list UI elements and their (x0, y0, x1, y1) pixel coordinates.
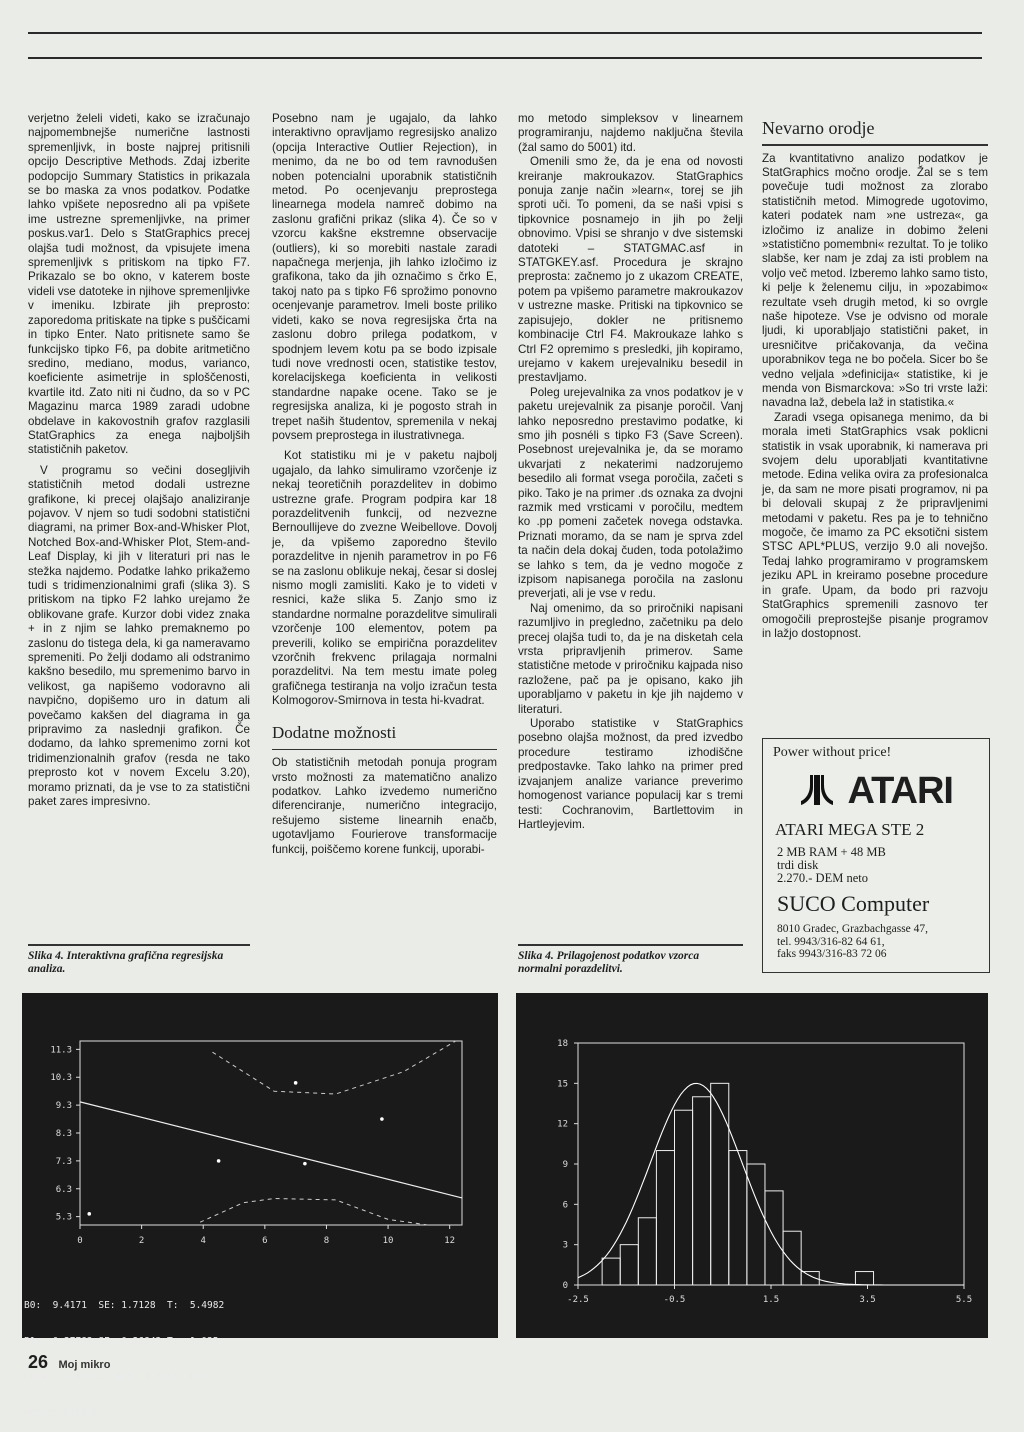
y-tick-label: 3 (562, 1240, 568, 1251)
normal-fit-curve (578, 1083, 964, 1285)
ad-address (777, 923, 979, 961)
paragraph: Omenili smo že, da je ena od novosti kreiranje makroukazov. StatGraphics ponuja zanje način »learn«, torej se jih sproti uči. To pomeni, da se naši vpisi s tipkovnice posnamejo in jih po želji obnovimo. Vpisi se shranjo v dve sistemski datoteki – STATGMAC.asf in STATGKEY.asf. Procedura je skrajno preprosta: začnemo jo z ukazom CREATE, potem pa vpišemo parametre makroukazov v ustrezne maske. Pritiski na tipkovnico se zapisujejo, dokler ne pritisnemo kombinacije Ctrl F4. Makroukaze lahko s Ctrl F2 opremimo s presledki, jih kopiramo, urejamo v kakem urejevalniku besedil in prestavljamo. (518, 155, 743, 385)
y-tick-label: 8.3 (55, 1129, 72, 1139)
x-tick-label: 4 (200, 1236, 206, 1246)
histogram-bar (729, 1151, 747, 1285)
ad-company: SUCO Computer (777, 891, 930, 916)
heading-rule (272, 749, 497, 751)
heading-rule (762, 144, 988, 146)
x-tick-label: 8 (323, 1236, 330, 1246)
readout-line: B0: 9.4171 SE: 1.7128 T: 5.4982 (24, 1300, 225, 1311)
paragraph: Ob statističnih metodah ponuja program vrsto možnosti za matematično analizo podatkov. Lahko izvedemo numerično diferenciranje, numerično integracijo, rešujemo sisteme linearnih enačb, ugotavljamo Fourierove transformacije funkcij, poiščemo korene funkcij, uporabi- (272, 756, 497, 856)
paragraph: V programu so večini dosegljivih statističnih metod dodali ustrezne grafikone, ki precej olajšajo analiziranje pojavov. V njem so tudi sodobni statistični diagrami, na primer Box-and-Whisker Plot, Notched Box-and-Whisker Plot, Stem-and-Leaf Display, ki jih v literaturi pri nas le stežka najdemo. Podatke lahko prikažemo tudi s tridimenzionalnimi grafi (slika 3). S pritiskom na tipko F2 lahko urejamo že oblikovane grafe. Kurzor dobi videz znaka + in z njim se lahko premaknemo po zaslonu do tistega dela, ki ga nameravamo spremeniti. Po želji dodamo ali odstranimo kakšno besedilo, mu spremenimo barvo in velikost, ga napišemo vodoravno ali navpično, dopišemo uro in datum ali povečamo kakšen del diagrama in ga pripravimo za naslednji grafikon. Če dodamo, da lahko spremenimo zorni kot tridimenzionalnih grafov (resda ne tako preprosto kot v novem Excelu 3.20), moramo priznati, da je vse to za statistični paket zares impresivno. (28, 463, 250, 809)
article-column-1 (28, 112, 250, 810)
data-point (294, 1081, 298, 1085)
paragraph: Za kvantitativno analizo podatkov je StatGraphics močno orodje. Žal se s tem povečuje tudi možnost za zlorabo statističnih metod. Mimogrede ugotovimo, kateri podatek nam »ne ustreza«, ga izločimo iz analize in dobimo želeni »statistično pomembni« rezultat. To je toliko slabše, ker nam je zdaj za isti problem na voljo več metod. Izberemo lahko samo tisto, ki pelje k želenemu cilju, in »pozabimo« rezultate vseh drugih metod, ki so ovrgle naše hipoteze. Vse je odvisno od morale ljudi, ki uporabljajo statistični paket, in uresničitve pričakovanja, da večina uporabnikov tega ne bo počela. Sicer bo še vedno veljala »definicija« statistike, ki je menda von Bismarckova: »So tri vrste laži: navadna laž, debela laž in statistika.« (762, 151, 988, 410)
magazine-name: Moj mikro (58, 1359, 111, 1371)
y-tick-label: 9.3 (55, 1101, 72, 1112)
y-tick-label: 0 (562, 1281, 568, 1291)
data-point (217, 1159, 221, 1163)
ad-spec-line: 2 MB RAM + 48 MB (777, 845, 886, 859)
caption-normal-fit: Slika 4. Prilagojenost podatkov vzorca normalni porazdelitvi. (518, 950, 700, 975)
page-number: 26 (28, 1352, 49, 1372)
section-heading-dodatne: Dodatne možnosti (272, 722, 397, 742)
atari-logo (763, 771, 989, 812)
y-tick-label: 7.3 (55, 1156, 72, 1167)
ad-spec (777, 846, 979, 885)
paragraph: Zaradi vsega opisanega menimo, da bi morala imeti StatGraphics vsak poklicni statistik in vsak uporabnik, ki namerava pri svojem delu uporabljati kvantitativne metode. Edina velika ovira za profesionalca je, da sam ne more pisati programov, ni pa bi delovali skupaj z že pripravljenimi metodami v paketu. Res pa je to tehnično mogoče, če imamo za PC eksotični sistem STSC APL*PLUS, verzijo 9.0 ali novejšo. Tedaj lahko programiramo v programskem jeziku APL in kreiramo posebne procedure in grafe. Upam, da bodo pri razvoju StatGraphics spremenili zasnovo ter omogočili preprostejše pisanje programov in lažjo dostopnost. (762, 410, 988, 640)
x-tick-label: 12 (444, 1236, 456, 1246)
paragraph: Posebno nam je ugajalo, da lahko interaktivno opravljamo regresijsko analizo (opcija Interactive Outlier Rejection), in menimo, da ne bo od tem ravnodušen noben potencialni uporabnik statističnih metod. Po ocenjevanju preprostega linearnega modela namreč dobimo na zaslonu grafični prikaz (slika 4). Če so v vzorcu kakšne ekstremne observacije (outliers), ki so morebiti nastale zaradi napačnega merjenja, jih lahko izločimo iz grafikona, tako da jih označimo s črko E, takoj nato pa s tipko F6 sprožimo ponovno ocenjevanje parametrov. Imeli boste priliko videti, kako se nova regresijska črta na zaslonu dobro prilega podatkom, v spodnjem levem kotu pa se bodo izpisale tudi nove vrednosti ocen, statistike testov, korelacijskega koeficienta in velikosti standardne napake ocene. Tako se je regresijska analiza, ki je pogosto strah in trepet naših študentov, spremenila v nekaj povsem preprostega in ilustrativnega. (272, 112, 497, 442)
x-tick-label: 6 (262, 1236, 268, 1246)
x-tick-label: 0 (77, 1236, 83, 1246)
x-tick-label: 2 (138, 1236, 145, 1246)
ad-address-line: 8010 Gradec, Grazbachgasse 47, (777, 923, 929, 935)
ad-model: ATARI MEGA STE 2 (775, 820, 925, 839)
ad-address-line: faks 9943/316-83 72 06 (777, 948, 887, 960)
article-column-2 (272, 112, 497, 857)
y-tick-label: 10.3 (50, 1073, 72, 1084)
y-tick-label: 6 (562, 1200, 568, 1211)
atari-advertisement (762, 738, 990, 973)
histogram-bar (620, 1245, 638, 1285)
paragraph: Poleg urejevalnika za vnos podatkov je v paketu urejevalnik za pisanje poročil. Vanj lahko neposredno prestavimo podatke, ki smo jih posnéli s tipko F3 (Save Screen). Posebnost urejevalnika je, da se moramo ukvarjati z nekaterimi nadzorujemo besedilo ali format vsega poročila, začeti s piko. Tako je na primer .ds oznaka za dvojni razmik med vrsticami v poročilu, medtem ko .pp pomeni začetek novega odstavka. Priznati moramo, da se nam je sprva zdel ta način dela dokaj čuden, toda potolažimo se lahko s tem, da je vedno mogoče z izpisom napisanega poročila na zaslonu preverjati, ali je vse v redu. (518, 385, 743, 601)
paragraph: verjetno želeli videti, kako se izračunajo najpomembnejše numerične lastnosti spremenljivk, in boste najprej pritisnili opcijo Descriptive Methods. Zdaj izberite podopcijo Summary Statistics in prikazala se bo maska za vnos podatkov. Podatke lahko vpišete neposredno ali pa vpišete ime ustrezne spremenljivke, na primer poskus.var1. Delo s StatGraphics precej olajša tudi možnost, da vpisujete imena spremenljivk s pritiskom na tipko F7. Prikazalo se bo okno, v katerem boste videli vse datoteke in njihove spremenljivke v imeniku. Izbirate jih preprosto: zaporedoma pritiskate na tipke s puščicami in tipko Enter. Nato pritisnete samo še funkcijsko tipko F6, pa dobite aritmetično sredino, mediano, modus, varianco, koeficiente asimetrije in sploščenosti, kvartile itd. Zato niti ni čudno, da so v PC Magazinu marca 1989 zaradi udobne obdelave in kakovostnih grafov razglasili StatGraphics za enega najboljših statističnih paketov. (28, 112, 250, 457)
x-tick-label: -0.5 (663, 1295, 686, 1305)
page-footer (28, 1352, 110, 1373)
ad-slogan: Power without price! (773, 745, 892, 760)
readout-line: B1: -0.27783 SE: 0.26843 T: -1.035 (24, 1336, 219, 1347)
atari-fuji-icon (799, 773, 843, 811)
x-tick-label: 10 (382, 1236, 394, 1246)
y-tick-label: 18 (557, 1039, 568, 1049)
y-tick-label: 6.3 (55, 1184, 72, 1195)
paragraph: mo metodo simpleksov v linearnem programiranju, najdemo naključna števila (žal samo do 5001) itd. (518, 112, 743, 154)
header-rule (28, 57, 982, 59)
y-tick-label: 15 (557, 1079, 568, 1090)
paragraph: Naj omenimo, da so priročniki napisani razumljivo in pregledno, začetniku pa delo precej olajša tudi to, da je na disketah cela vrsta pripravljenih primerov. Same statistične metode v priročniku kajpada niso razložene, pač pa je opisano, kako jih uporabljamo v paketu in kje jih najdemo v literaturi. (518, 601, 743, 716)
caption-rule (28, 944, 250, 946)
histogram-bar (638, 1218, 656, 1285)
caption-rule (518, 944, 743, 946)
readout-line: CORR: -0.42006 MSE: 4.3061 DF: 5 (24, 1372, 219, 1383)
histogram-screenshot (516, 993, 988, 1338)
y-tick-label: 12 (557, 1119, 568, 1130)
readout-line: POINTS DELETED: (24, 1408, 110, 1419)
caption-regression: Slika 4. Interaktivna grafična regresijska analiza. (28, 950, 224, 975)
top-rule (28, 32, 982, 34)
data-point (303, 1162, 307, 1166)
histogram-bar (675, 1110, 693, 1285)
y-tick-label: 5.3 (55, 1212, 72, 1223)
ad-spec-line: 2.270.- DEM neto (777, 871, 868, 885)
paragraph: Kot statistiku mi je v paketu najbolj ugajalo, da lahko simuliramo vzorčenje iz nekaj teoretičnih porazdelitev in dobimo ustrezne grafe. Program podpira kar 18 porazdelitvenih funkcij, od nezvezne Bernoullijeve do zvezne Weibellove. Dovolj je, da vpišemo zaporedno število porazdelitve in njenih parametrov in po F6 se na zaslonu oblikuje nekaj, česar si doslej nismo mogli zamisliti. Kako je to videti v resnici, kaže slika 5. Zanjo smo iz standardne normalne porazdelitve simulirali vzorčenje 100 elementov, potem pa preverili, koliko se empirična porazdelitev vzorčnih frekvenc prilagaja normalni porazdelitvi. Na tem mestu imate poleg grafičnega testiranja na voljo izračun testa Kolmogorov-Smirnova in testa hi-kvadrat. (272, 449, 497, 708)
plot-frame (578, 1043, 964, 1285)
article-column-4 (762, 118, 988, 641)
data-point (380, 1117, 384, 1121)
x-tick-label: 1.5 (762, 1295, 780, 1305)
histogram-bar (855, 1272, 873, 1285)
section-heading-nevarno: Nevarno orodje (762, 118, 875, 138)
histogram-bar (693, 1097, 711, 1285)
regression-line (80, 1102, 462, 1198)
x-tick-label: 3.5 (859, 1295, 876, 1305)
ad-logo-text: ATARI (847, 770, 953, 812)
article-column-3 (518, 112, 743, 832)
histogram-bar (711, 1083, 729, 1285)
x-tick-label: 5.5 (955, 1295, 973, 1305)
ad-spec-line: trdi disk (777, 858, 819, 872)
plot-frame (80, 1041, 462, 1225)
paragraph: Uporabo statistike v StatGraphics posebno olajša možnost, da pred izvedbo procedure testiramo izhodiščne predpostavke. Tako lahko na primer pred izvajanjem analize variance preverimo homogenost variance populacij kar s tremi testi: Cochranovim, Bartlettovim in Hartleyjevim. (518, 717, 743, 831)
ad-address-line: tel. 9943/316-82 64 61, (777, 935, 885, 948)
data-point (87, 1212, 91, 1216)
histogram-bar (656, 1151, 674, 1285)
y-tick-label: 11.3 (50, 1045, 72, 1056)
histogram-chart (516, 993, 988, 1338)
histogram-bar (602, 1258, 620, 1285)
y-tick-label: 9 (562, 1160, 568, 1170)
x-tick-label: -2.5 (567, 1295, 589, 1305)
histogram-bar (783, 1231, 801, 1285)
confidence-band-lower (200, 1199, 428, 1226)
confidence-band-upper (213, 1041, 456, 1094)
